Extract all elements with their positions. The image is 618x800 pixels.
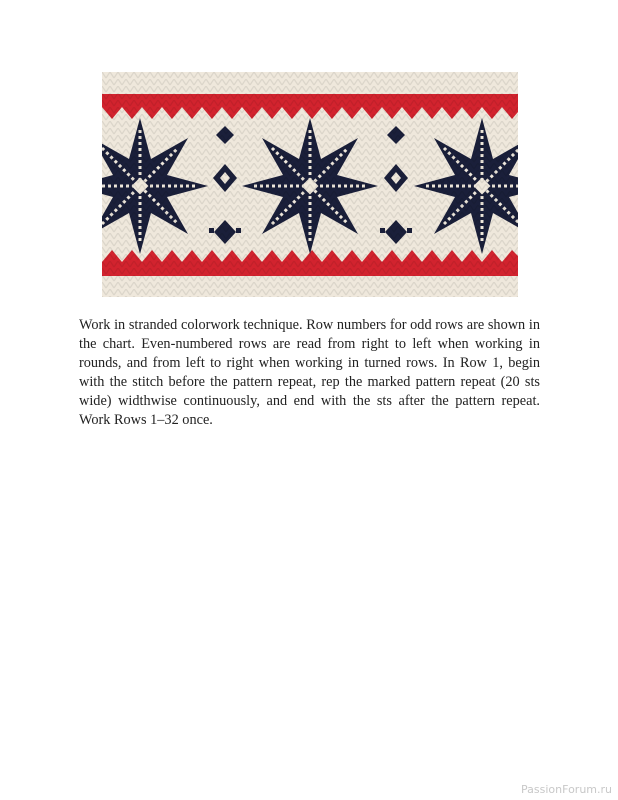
instructions-paragraph: Work in stranded colorwork technique. Row numbers for odd rows are shown in the chart. Even-numbered rows are read from right to left when working in rounds, and from left to right when working in turned rows. In Row 1, begin with the stitch before the pattern repeat, rep the marked pattern repeat (20 sts wide) widthwise continuously, and end with the sts after the pattern repeat. Work Rows 1–32 once.	[79, 317, 540, 428]
knitted-swatch-photo	[102, 72, 518, 297]
swatch-graphic	[102, 72, 518, 297]
watermark: PassionForum.ru	[521, 783, 612, 796]
